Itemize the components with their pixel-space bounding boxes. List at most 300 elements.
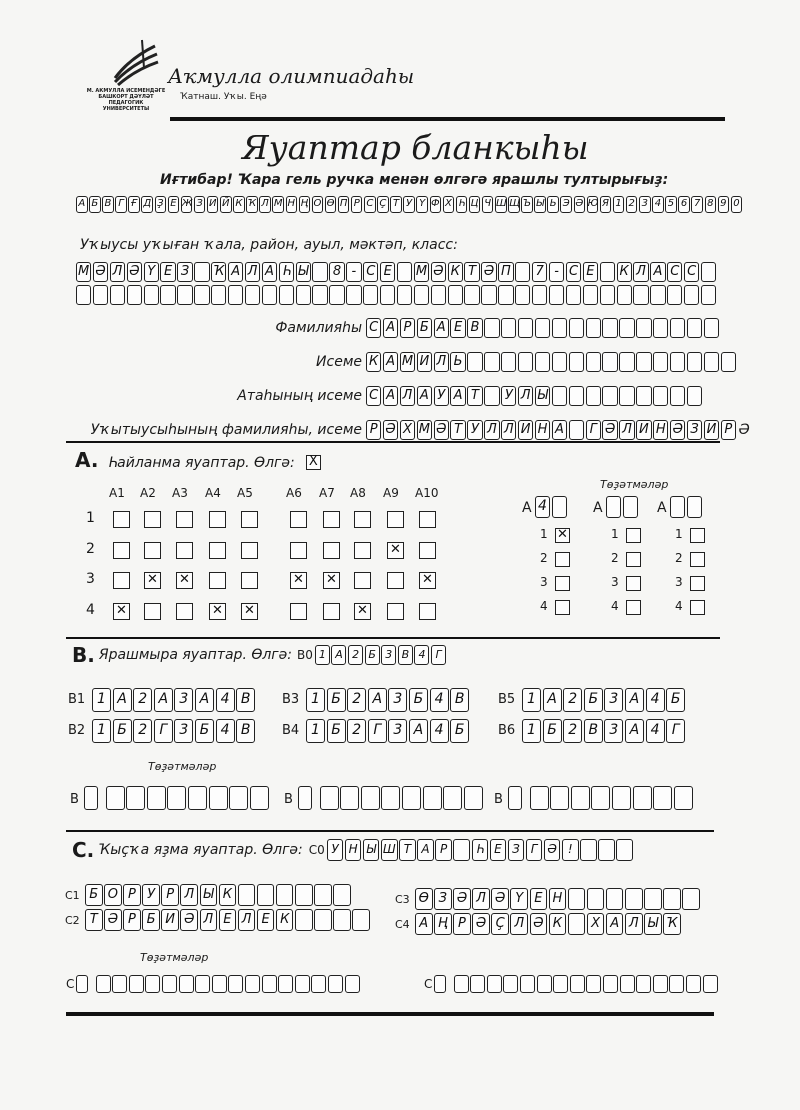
field-char-box[interactable]: Ә	[670, 420, 685, 440]
sample-char[interactable]: Ъ	[521, 196, 533, 213]
school-char-box[interactable]: А	[228, 262, 243, 282]
b-correction-box[interactable]	[106, 786, 125, 810]
answer-checkbox[interactable]	[241, 542, 258, 559]
field-char-box[interactable]	[569, 352, 584, 372]
b-answer-box[interactable]: Г	[154, 719, 173, 743]
sample-char[interactable]: Ҡ	[246, 196, 258, 213]
b-correction-box[interactable]	[250, 786, 269, 810]
field-char-box[interactable]	[535, 352, 550, 372]
field-char-box[interactable]: Л	[619, 420, 634, 440]
c-correction-box[interactable]	[76, 975, 88, 993]
c-answer-box[interactable]: Р	[453, 913, 471, 935]
answer-checkbox[interactable]: ✕	[387, 542, 404, 559]
field-char-box[interactable]	[484, 352, 499, 372]
school-char-box[interactable]	[228, 285, 243, 305]
sample-char[interactable]: Һ	[456, 196, 468, 213]
school-char-box[interactable]: К	[448, 262, 463, 282]
c-sample-box[interactable]: Е	[490, 839, 507, 861]
c-correction-box[interactable]	[470, 975, 485, 993]
school-char-box[interactable]	[144, 285, 159, 305]
school-char-box[interactable]	[448, 285, 463, 305]
school-char-box[interactable]	[667, 285, 682, 305]
sample-char[interactable]: Э	[560, 196, 572, 213]
c-correction-box[interactable]	[96, 975, 111, 993]
school-char-box[interactable]: С	[667, 262, 682, 282]
c-answer-box[interactable]	[257, 884, 275, 906]
b-answer-box[interactable]: 2	[563, 688, 582, 712]
c-answer-box[interactable]: Р	[161, 884, 179, 906]
b-answer-box[interactable]: 1	[92, 719, 111, 743]
c-answer-box[interactable]: Е	[219, 909, 237, 931]
field-char-box[interactable]	[484, 318, 499, 338]
correction-checkbox[interactable]	[690, 576, 705, 591]
correction-box[interactable]	[552, 496, 567, 518]
b-answer-box[interactable]: Б	[450, 719, 469, 743]
field-char-box[interactable]	[569, 386, 584, 406]
field-char-box[interactable]: И	[704, 420, 719, 440]
c-answer-box[interactable]: З	[434, 888, 452, 910]
answer-checkbox[interactable]: ✕	[209, 603, 226, 620]
school-char-box[interactable]	[583, 285, 598, 305]
b-answer-box[interactable]: 1	[522, 688, 541, 712]
field-char-box[interactable]: Л	[501, 420, 516, 440]
b-correction-box[interactable]	[147, 786, 166, 810]
c-answer-box[interactable]: Л	[472, 888, 490, 910]
sample-char[interactable]: 4	[652, 196, 664, 213]
school-char-box[interactable]: С	[566, 262, 581, 282]
b-sample-box[interactable]: Г	[431, 645, 446, 665]
c-answer-box[interactable]: Р	[123, 884, 141, 906]
field-char-box[interactable]	[636, 352, 651, 372]
answer-checkbox[interactable]	[354, 572, 371, 589]
c-answer-box[interactable]: Л	[625, 913, 643, 935]
answer-checkbox[interactable]: ✕	[113, 603, 130, 620]
field-char-box[interactable]: А	[383, 386, 398, 406]
b-answer-box[interactable]: Б	[327, 688, 346, 712]
c-correction-box[interactable]	[112, 975, 127, 993]
field-char-box[interactable]	[619, 318, 634, 338]
answer-checkbox[interactable]: ✕	[290, 572, 307, 589]
b-answer-box[interactable]: А	[543, 688, 562, 712]
answer-checkbox[interactable]	[419, 511, 436, 528]
sample-char[interactable]: Х	[443, 196, 455, 213]
c-answer-box[interactable]	[682, 888, 700, 910]
school-char-box[interactable]	[380, 285, 395, 305]
answer-checkbox[interactable]	[290, 542, 307, 559]
school-char-box[interactable]: Ә	[93, 262, 108, 282]
school-char-box[interactable]	[211, 285, 226, 305]
b-answer-box[interactable]: 3	[604, 688, 623, 712]
b-correction-box[interactable]	[571, 786, 590, 810]
field-char-box[interactable]: З	[687, 420, 702, 440]
c-answer-box[interactable]	[276, 884, 294, 906]
field-char-box[interactable]	[535, 318, 550, 338]
answer-checkbox[interactable]	[209, 542, 226, 559]
answer-checkbox[interactable]	[354, 542, 371, 559]
correction-box[interactable]	[687, 496, 702, 518]
c-answer-box[interactable]: Б	[85, 884, 103, 906]
field-char-box[interactable]	[619, 352, 634, 372]
c-answer-box[interactable]: К	[219, 884, 237, 906]
field-char-box[interactable]	[552, 318, 567, 338]
c-answer-box[interactable]: Ы	[200, 884, 218, 906]
sample-char[interactable]: Л	[259, 196, 271, 213]
b-correction-box[interactable]	[443, 786, 462, 810]
correction-checkbox[interactable]	[626, 552, 641, 567]
c-answer-box[interactable]	[587, 888, 605, 910]
school-char-box[interactable]	[650, 285, 665, 305]
answer-checkbox[interactable]	[113, 511, 130, 528]
sample-char[interactable]: Ң	[299, 196, 311, 213]
field-char-box[interactable]	[501, 352, 516, 372]
sample-char[interactable]: Т	[390, 196, 402, 213]
c-answer-box[interactable]	[568, 913, 586, 935]
c-answer-box[interactable]: Ҫ	[491, 913, 509, 935]
sample-char[interactable]: М	[272, 196, 284, 213]
c-correction-box[interactable]	[129, 975, 144, 993]
school-char-box[interactable]	[296, 285, 311, 305]
field-char-box[interactable]	[704, 352, 719, 372]
school-char-box[interactable]	[617, 285, 632, 305]
school-char-box[interactable]: Е	[160, 262, 175, 282]
school-char-box[interactable]	[481, 285, 496, 305]
b-answer-box[interactable]: 1	[306, 688, 325, 712]
b-sample-box[interactable]: 2	[348, 645, 363, 665]
b-answer-box[interactable]: 3	[174, 719, 193, 743]
c-sample-box[interactable]: Н	[345, 839, 362, 861]
correction-box[interactable]: 4	[535, 496, 550, 518]
sample-char[interactable]: Я	[600, 196, 612, 213]
b-answer-box[interactable]: Б	[327, 719, 346, 743]
sample-char[interactable]: С	[364, 196, 376, 213]
c-correction-box[interactable]	[586, 975, 601, 993]
field-char-box[interactable]: А	[383, 318, 398, 338]
c-correction-box[interactable]	[520, 975, 535, 993]
field-char-box[interactable]: М	[417, 420, 432, 440]
sample-char[interactable]: Ш	[495, 196, 507, 213]
school-char-box[interactable]: Е	[583, 262, 598, 282]
school-char-box[interactable]	[363, 285, 378, 305]
b-sample-box[interactable]: 1	[315, 645, 330, 665]
c-correction-box[interactable]	[603, 975, 618, 993]
c-answer-box[interactable]: Л	[180, 884, 198, 906]
c-answer-box[interactable]: К	[549, 913, 567, 935]
field-char-box[interactable]	[602, 318, 617, 338]
field-char-box[interactable]: И	[518, 420, 533, 440]
school-char-box[interactable]: З	[177, 262, 192, 282]
answer-checkbox[interactable]	[144, 542, 161, 559]
b-answer-box[interactable]: 1	[522, 719, 541, 743]
c-answer-box[interactable]: Ө	[415, 888, 433, 910]
field-char-box[interactable]	[569, 420, 584, 440]
field-char-box[interactable]: И	[417, 352, 432, 372]
field-char-box[interactable]: А	[434, 318, 449, 338]
b-correction-box[interactable]	[298, 786, 312, 810]
b-answer-box[interactable]: Б	[666, 688, 685, 712]
school-char-box[interactable]: Һ	[279, 262, 294, 282]
b-answer-box[interactable]: 3	[388, 688, 407, 712]
school-char-box[interactable]	[110, 285, 125, 305]
sample-char[interactable]: Н	[286, 196, 298, 213]
b-sample-box[interactable]: 3	[381, 645, 396, 665]
field-char-box[interactable]	[518, 352, 533, 372]
c-correction-box[interactable]	[636, 975, 651, 993]
c-answer-box[interactable]: А	[415, 913, 433, 935]
b-answer-box[interactable]: 4	[430, 688, 449, 712]
school-char-box[interactable]	[701, 262, 716, 282]
school-char-box[interactable]	[194, 285, 209, 305]
b-answer-box[interactable]: В	[450, 688, 469, 712]
c-sample-box[interactable]: Г	[526, 839, 543, 861]
sample-char[interactable]: Б	[89, 196, 101, 213]
correction-checkbox[interactable]	[690, 528, 705, 543]
school-char-box[interactable]: С	[363, 262, 378, 282]
school-char-box[interactable]	[177, 285, 192, 305]
b-answer-box[interactable]: А	[625, 688, 644, 712]
school-char-box[interactable]: А	[650, 262, 665, 282]
sample-char[interactable]: В	[102, 196, 114, 213]
c-correction-box[interactable]	[669, 975, 684, 993]
b-answer-box[interactable]: А	[409, 719, 428, 743]
field-char-box[interactable]: Б	[417, 318, 432, 338]
field-char-box[interactable]	[518, 318, 533, 338]
c-answer-box[interactable]: Л	[200, 909, 218, 931]
b-answer-box[interactable]: А	[195, 688, 214, 712]
field-char-box[interactable]: Н	[535, 420, 550, 440]
school-char-box[interactable]	[701, 285, 716, 305]
field-char-box[interactable]	[687, 386, 702, 406]
b-answer-box[interactable]: В	[236, 688, 255, 712]
answer-checkbox[interactable]	[113, 572, 130, 589]
b-correction-box[interactable]	[653, 786, 672, 810]
b-answer-box[interactable]: 1	[92, 688, 111, 712]
c-answer-box[interactable]: У	[142, 884, 160, 906]
c-correction-box[interactable]	[245, 975, 260, 993]
field-char-box[interactable]: В	[467, 318, 482, 338]
c-correction-box[interactable]	[686, 975, 701, 993]
school-char-box[interactable]	[532, 285, 547, 305]
field-char-box[interactable]: М	[400, 352, 415, 372]
b-correction-box[interactable]	[530, 786, 549, 810]
c-correction-box[interactable]	[328, 975, 343, 993]
b-answer-box[interactable]: 4	[216, 719, 235, 743]
c-answer-box[interactable]: Ә	[104, 909, 122, 931]
field-char-box[interactable]	[653, 318, 668, 338]
school-char-box[interactable]: Л	[633, 262, 648, 282]
sample-char[interactable]: Ы	[534, 196, 546, 213]
school-char-box[interactable]: Ы	[296, 262, 311, 282]
school-char-box[interactable]	[312, 285, 327, 305]
answer-checkbox[interactable]: ✕	[419, 572, 436, 589]
b-sample-box[interactable]: В	[398, 645, 413, 665]
field-char-box[interactable]: А	[417, 386, 432, 406]
answer-checkbox[interactable]	[323, 511, 340, 528]
field-char-box[interactable]	[586, 352, 601, 372]
answer-checkbox[interactable]	[144, 511, 161, 528]
b-answer-box[interactable]: Г	[368, 719, 387, 743]
field-char-box[interactable]: У	[501, 386, 516, 406]
sample-char[interactable]: Ф	[430, 196, 442, 213]
field-char-box[interactable]: Л	[518, 386, 533, 406]
school-char-box[interactable]	[245, 285, 260, 305]
field-char-box[interactable]	[670, 318, 685, 338]
b-correction-box[interactable]	[320, 786, 339, 810]
answer-checkbox[interactable]	[323, 603, 340, 620]
field-char-box[interactable]	[653, 386, 668, 406]
b-answer-box[interactable]: Б	[543, 719, 562, 743]
answer-checkbox[interactable]	[209, 511, 226, 528]
field-char-box[interactable]	[467, 352, 482, 372]
c-answer-box[interactable]: Е	[257, 909, 275, 931]
correction-checkbox[interactable]	[626, 600, 641, 615]
school-char-box[interactable]	[160, 285, 175, 305]
sample-char[interactable]: У	[403, 196, 415, 213]
c-answer-box[interactable]	[295, 884, 313, 906]
answer-checkbox[interactable]	[241, 572, 258, 589]
c-answer-box[interactable]: А	[606, 913, 624, 935]
school-char-box[interactable]: Л	[110, 262, 125, 282]
c-answer-box[interactable]: Л	[510, 913, 528, 935]
school-char-box[interactable]: Ү	[144, 262, 159, 282]
sample-char[interactable]: Ж	[181, 196, 193, 213]
b-correction-box[interactable]	[188, 786, 207, 810]
school-char-box[interactable]	[566, 285, 581, 305]
field-char-box[interactable]	[636, 318, 651, 338]
field-char-box[interactable]	[586, 318, 601, 338]
c-correction-box[interactable]	[179, 975, 194, 993]
b-correction-box[interactable]	[550, 786, 569, 810]
c-answer-box[interactable]: О	[104, 884, 122, 906]
field-char-box[interactable]: А	[552, 420, 567, 440]
b-answer-box[interactable]: В	[236, 719, 255, 743]
school-char-box[interactable]: 8	[329, 262, 344, 282]
field-char-box[interactable]: Х	[400, 420, 415, 440]
c-correction-box[interactable]	[345, 975, 360, 993]
field-char-box[interactable]: И	[636, 420, 651, 440]
school-char-box[interactable]: М	[414, 262, 429, 282]
b-answer-box[interactable]: 4	[430, 719, 449, 743]
c-answer-box[interactable]	[314, 909, 332, 931]
answer-checkbox[interactable]	[209, 572, 226, 589]
school-char-box[interactable]: С	[684, 262, 699, 282]
field-char-box[interactable]: Л	[400, 386, 415, 406]
school-char-box[interactable]	[397, 262, 412, 282]
b-correction-box[interactable]	[464, 786, 483, 810]
c-answer-box[interactable]: Б	[142, 909, 160, 931]
sample-char[interactable]: Ғ	[128, 196, 140, 213]
c-sample-box[interactable]: Т	[399, 839, 416, 861]
c-sample-box[interactable]: Ш	[381, 839, 398, 861]
b-sample-box[interactable]: А	[331, 645, 346, 665]
answer-checkbox[interactable]	[387, 603, 404, 620]
answer-checkbox[interactable]	[290, 511, 307, 528]
b-answer-box[interactable]: 2	[347, 719, 366, 743]
c-answer-box[interactable]: Т	[85, 909, 103, 931]
b-correction-box[interactable]	[229, 786, 248, 810]
school-char-box[interactable]	[549, 285, 564, 305]
answer-checkbox[interactable]	[176, 511, 193, 528]
c-correction-box[interactable]	[162, 975, 177, 993]
b-answer-box[interactable]: 2	[133, 719, 152, 743]
answer-checkbox[interactable]: ✕	[323, 572, 340, 589]
b-sample-box[interactable]: Б	[365, 645, 380, 665]
field-char-box[interactable]	[687, 318, 702, 338]
c-sample-box[interactable]: Ы	[363, 839, 380, 861]
answer-checkbox[interactable]	[113, 542, 130, 559]
b-sample-box[interactable]: 4	[414, 645, 429, 665]
school-char-box[interactable]	[93, 285, 108, 305]
answer-checkbox[interactable]: ✕	[241, 603, 258, 620]
c-answer-box[interactable]	[606, 888, 624, 910]
c-answer-box[interactable]: К	[276, 909, 294, 931]
answer-checkbox[interactable]: ✕	[176, 572, 193, 589]
b-correction-box[interactable]	[674, 786, 693, 810]
answer-checkbox[interactable]	[241, 511, 258, 528]
field-char-box[interactable]: А	[450, 386, 465, 406]
b-correction-box[interactable]	[591, 786, 610, 810]
c-answer-box[interactable]: Х	[587, 913, 605, 935]
school-char-box[interactable]	[600, 262, 615, 282]
answer-checkbox[interactable]	[290, 603, 307, 620]
field-char-box[interactable]	[670, 386, 685, 406]
school-char-box[interactable]: -	[549, 262, 564, 282]
b-correction-box[interactable]	[167, 786, 186, 810]
field-char-box[interactable]: Л	[484, 420, 499, 440]
b-correction-box[interactable]	[633, 786, 652, 810]
c-correction-box[interactable]	[503, 975, 518, 993]
correction-box[interactable]	[670, 496, 685, 518]
c-answer-box[interactable]: Ҡ	[663, 913, 681, 935]
c-sample-box[interactable]	[453, 839, 470, 861]
answer-checkbox[interactable]	[387, 511, 404, 528]
b-answer-box[interactable]: Б	[195, 719, 214, 743]
b-answer-box[interactable]: А	[154, 688, 173, 712]
c-sample-box[interactable]: Ә	[544, 839, 561, 861]
c-correction-box[interactable]	[620, 975, 635, 993]
field-char-box[interactable]: Г	[586, 420, 601, 440]
field-char-box[interactable]: Р	[366, 420, 381, 440]
field-char-box[interactable]: С	[366, 386, 381, 406]
sample-char[interactable]: 5	[665, 196, 677, 213]
field-char-box[interactable]: Ы	[535, 386, 550, 406]
field-char-box[interactable]	[552, 386, 567, 406]
c-sample-box[interactable]	[598, 839, 615, 861]
field-char-box[interactable]: Л	[434, 352, 449, 372]
correction-checkbox[interactable]	[555, 600, 570, 615]
b-answer-box[interactable]: 4	[216, 688, 235, 712]
b-answer-box[interactable]: А	[113, 688, 132, 712]
field-char-box[interactable]	[484, 386, 499, 406]
sample-char[interactable]: Ю	[587, 196, 599, 213]
school-char-box[interactable]: Т	[464, 262, 479, 282]
sample-char[interactable]: А	[76, 196, 88, 213]
field-char-box[interactable]	[653, 352, 668, 372]
b-correction-box[interactable]	[361, 786, 380, 810]
sample-char[interactable]: 3	[639, 196, 651, 213]
b-answer-box[interactable]: 2	[133, 688, 152, 712]
field-char-box[interactable]: Т	[450, 420, 465, 440]
b-correction-box[interactable]	[340, 786, 359, 810]
b-correction-box[interactable]	[84, 786, 98, 810]
c-sample-box[interactable]: !	[562, 839, 579, 861]
field-char-box[interactable]: С	[366, 318, 381, 338]
school-char-box[interactable]	[633, 285, 648, 305]
c-correction-box[interactable]	[553, 975, 568, 993]
c-answer-box[interactable]: Ү	[510, 888, 528, 910]
c-correction-box[interactable]	[262, 975, 277, 993]
b-correction-box[interactable]	[612, 786, 631, 810]
correction-box[interactable]	[623, 496, 638, 518]
